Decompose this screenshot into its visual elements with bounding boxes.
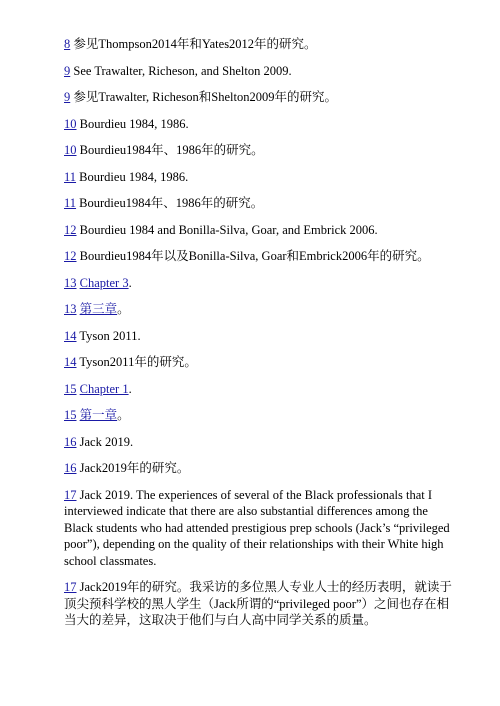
endnote-text: 。 [117, 408, 130, 422]
endnote-number-link[interactable]: 17 [64, 580, 77, 594]
endnote-number-link[interactable]: 10 [64, 143, 77, 157]
endnote-13-en [64, 275, 456, 292]
endnote-8-zh [64, 36, 456, 53]
endnote-16-en [64, 434, 456, 451]
endnote-text: Bourdieu 1984 and Bonilla-Silva, Goar, and Embrick 2006. [76, 222, 378, 237]
endnote-text: Tyson2011年的研究。 [76, 355, 197, 369]
endnote-number-link[interactable]: 14 [64, 355, 77, 369]
endnote-number-link[interactable]: 11 [64, 169, 77, 184]
endnote-12-en [64, 222, 456, 239]
endnote-9-zh [64, 89, 456, 106]
endnote-number-link[interactable]: 14 [64, 328, 77, 343]
endnote-number-link[interactable]: 12 [64, 249, 77, 263]
endnote-number-link[interactable]: 9 [64, 63, 71, 78]
endnote-text: Bourdieu1984年以及Bonilla-Silva, Goar和Embrick2006年的研究。 [76, 249, 430, 263]
endnote-text: Bourdieu1984年、1986年的研究。 [76, 196, 264, 210]
endnote-13-zh [64, 301, 456, 318]
endnote-14-en [64, 328, 456, 345]
endnote-12-zh [64, 248, 456, 265]
chapter-link[interactable]: Chapter 1 [79, 381, 129, 396]
endnote-number-link[interactable]: 10 [64, 116, 77, 131]
endnote-9-en [64, 63, 456, 80]
endnote-text: . [128, 275, 132, 290]
endnote-number-link[interactable]: 15 [64, 381, 77, 396]
endnote-text: Jack 2019. [76, 434, 134, 449]
endnote-17-en [64, 487, 456, 570]
endnote-17-zh [64, 579, 456, 629]
endnote-text: See Trawalter, Richeson, and Shelton 2009. [70, 63, 292, 78]
chapter-link[interactable]: 第一章 [79, 408, 118, 422]
endnote-text: Jack 2019. The experiences of several of the Black professionals that I interviewed indicate that there are also substantial differences among the Black students who had attended prestigious prep schools (Jack’s “privileged poor”), depending on the quality of their relationships with their White high school classmates. [64, 487, 450, 568]
endnote-15-en [64, 381, 456, 398]
endnote-text: Bourdieu 1984, 1986. [76, 116, 189, 131]
endnote-15-zh [64, 407, 456, 424]
endnote-text: Jack2019年的研究。我采访的多位黑人专业人士的经历表明，就读于顶尖预科学校的黑人学生（Jack所谓的“privileged poor”）之间也存在相当大的差异，这取决于他们与白人高中同学关系的质量。 [64, 580, 452, 627]
endnote-number-link[interactable]: 15 [64, 408, 77, 422]
endnote-number-link[interactable]: 13 [64, 275, 77, 290]
endnote-number-link[interactable]: 9 [64, 90, 71, 104]
endnote-text: . [128, 381, 132, 396]
chapter-link[interactable]: Chapter 3 [79, 275, 129, 290]
endnote-number-link[interactable]: 17 [64, 487, 77, 502]
endnote-text: 。 [117, 302, 130, 316]
endnote-text: Tyson 2011. [76, 328, 141, 343]
endnote-number-link[interactable]: 8 [64, 37, 71, 51]
endnote-text: 参见Thompson2014年和Yates2012年的研究。 [70, 37, 317, 51]
endnote-11-en [64, 169, 456, 186]
chapter-link[interactable]: 第三章 [79, 302, 118, 316]
endnote-number-link[interactable]: 16 [64, 461, 77, 475]
endnotes-list [64, 36, 456, 639]
endnote-number-link[interactable]: 13 [64, 302, 77, 316]
endnote-10-en [64, 116, 456, 133]
endnote-number-link[interactable]: 16 [64, 434, 77, 449]
endnote-number-link[interactable]: 11 [64, 196, 77, 210]
endnote-text: Bourdieu1984年、1986年的研究。 [76, 143, 264, 157]
endnote-11-zh [64, 195, 456, 212]
endnote-text: 参见Trawalter, Richeson和Shelton2009年的研究。 [70, 90, 337, 104]
endnote-16-zh [64, 460, 456, 477]
endnote-10-zh [64, 142, 456, 159]
endnote-number-link[interactable]: 12 [64, 222, 77, 237]
endnote-text: Jack2019年的研究。 [76, 461, 190, 475]
endnote-14-zh [64, 354, 456, 371]
endnote-text: Bourdieu 1984, 1986. [76, 169, 189, 184]
